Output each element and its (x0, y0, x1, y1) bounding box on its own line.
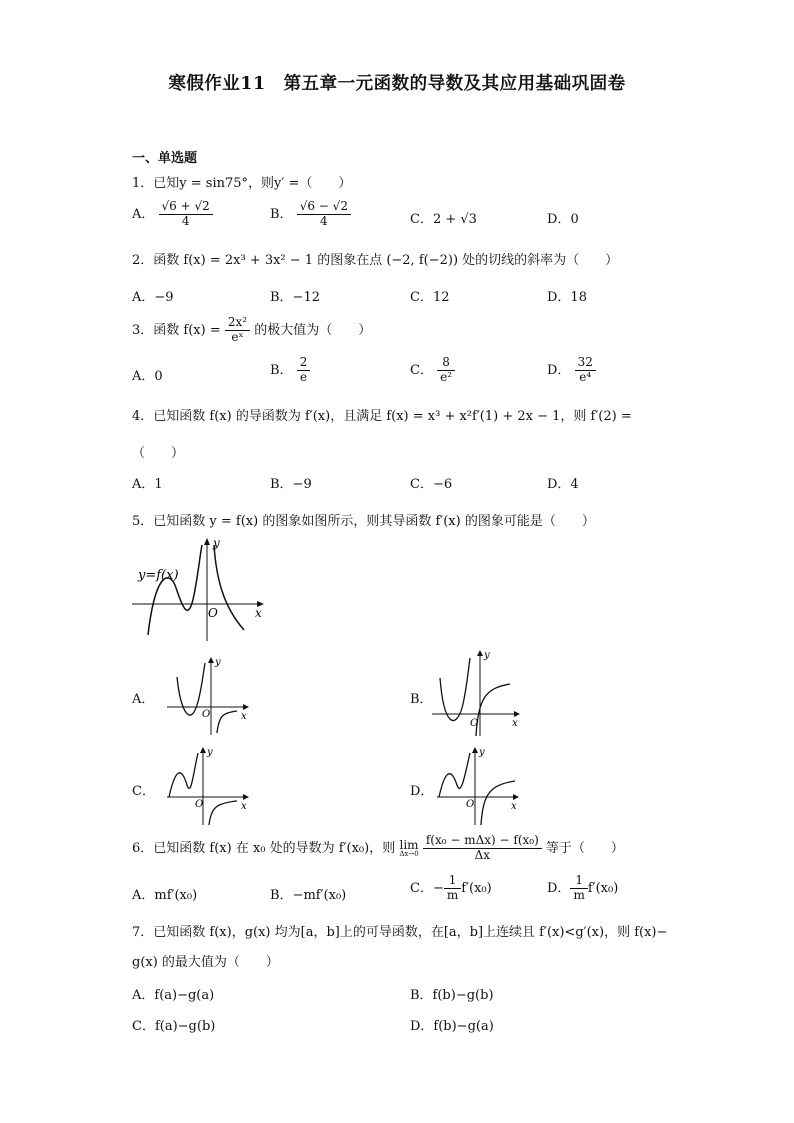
question-1-option-c[interactable] (410, 208, 477, 227)
fraction-denominator: e⁴ (579, 369, 592, 384)
y-axis-label: y (484, 650, 490, 661)
question-2-option-b[interactable]: B．−12 (270, 290, 320, 305)
page-title: 寒假作业11 第五章一元函数的导数及其应用基础巩固卷 (168, 74, 626, 94)
question-6-option-b[interactable] (270, 884, 346, 903)
stem-text: 等于（ ） (545, 840, 624, 856)
question-3-option-b[interactable] (270, 356, 310, 385)
graph-label: y=f(x) (138, 568, 179, 583)
fraction-numerator: √6 − √2 (297, 200, 351, 215)
question-2-option-a[interactable]: A．−9 (132, 290, 174, 305)
question-7-stem-continued: g(x) 的最大值为（ ） (132, 955, 279, 970)
origin-label: O (208, 606, 218, 620)
function-graph (130, 535, 270, 645)
option-letter: A． (132, 206, 155, 222)
question-4-option-c[interactable]: C．−6 (410, 477, 453, 492)
y-axis-label: y (213, 536, 220, 550)
question-3-option-c[interactable] (410, 356, 455, 385)
option-text: 0 (154, 369, 163, 384)
fraction-denominator: eˣ (231, 329, 244, 344)
fraction-numerator: 1 (444, 874, 461, 889)
option-fraction (437, 356, 455, 385)
question-6-option-d[interactable] (547, 874, 618, 903)
stem-text: 的极大值为（ ） (254, 322, 372, 338)
x-axis-label: x (241, 711, 247, 722)
stem-text: 3．函数 f(x) = (132, 322, 221, 338)
origin-label: O (466, 799, 475, 810)
option-fraction (159, 200, 213, 229)
option-letter: A． (132, 888, 155, 903)
y-axis-arrow-icon (204, 538, 210, 545)
option-letter: A． (132, 369, 155, 384)
question-5-option-b-label[interactable]: B． (410, 692, 433, 707)
question-5-option-c-label[interactable]: C． (132, 784, 155, 799)
question-5-option-d-label[interactable]: D． (410, 784, 434, 799)
question-3-stem (132, 316, 371, 345)
question-7-option-b[interactable]: B．f(b)−g(b) (410, 988, 494, 1003)
option-letter: B． (270, 888, 293, 903)
option-fraction (297, 200, 351, 229)
option-text: f′(x₀) (587, 880, 619, 896)
fraction-denominator: e² (440, 369, 453, 384)
option-text: mf′(x₀) (154, 888, 198, 903)
fraction-numerator: √6 + √2 (159, 200, 213, 215)
option-letter: C． (410, 880, 433, 896)
option-letter: C． (410, 362, 433, 378)
option-letter: B． (270, 206, 293, 222)
x-axis-label: x (255, 606, 262, 620)
question-7-option-d[interactable]: D．f(b)−g(a) (410, 1019, 494, 1034)
option-text: f′(x₀) (461, 880, 492, 896)
option-text: 2 + √3 (432, 212, 477, 227)
question-5-option-b-graph[interactable] (430, 648, 525, 740)
fraction-numerator: 2 (297, 356, 311, 371)
question-4-option-d[interactable]: D．4 (547, 477, 579, 492)
question-4-option-b[interactable]: B．−9 (270, 477, 312, 492)
question-1-option-b[interactable] (270, 200, 351, 229)
question-7-option-c[interactable]: C．f(a)−g(b) (132, 1019, 216, 1034)
fraction-numerator: 2x² (225, 316, 250, 331)
fraction-denominator: 4 (320, 213, 328, 228)
option-fraction (575, 356, 596, 385)
fraction-denominator: m (573, 887, 585, 902)
fraction-denominator: e (299, 369, 308, 384)
option-letter: D． (547, 212, 571, 227)
limit-text: lim (399, 837, 419, 852)
fraction-denominator: 4 (181, 213, 190, 228)
question-2-stem: 2．函数 f(x) = 2x³ + 3x² − 1 的图象在点 (−2, f(−2)) 处的切线的斜率为（ ） (132, 253, 619, 268)
question-4-stem: 4．已知函数 f(x) 的导函数为 f′(x)，且满足 f(x) = x³ + x²f′(1) + 2x − 1，则 f′(2) = (132, 409, 632, 424)
stem-text: 6．已知函数 f(x) 在 x₀ 处的导数为 f′(x₀)，则 (132, 840, 396, 856)
curve-left-branch (148, 545, 202, 635)
option-text: 0 (570, 212, 579, 227)
origin-label: O (470, 718, 479, 729)
question-5-option-a-graph[interactable] (165, 655, 255, 740)
question-7-option-a[interactable]: A．f(a)−g(a) (132, 988, 215, 1003)
fraction-numerator: 32 (575, 356, 596, 371)
question-5-option-a-label[interactable]: A． (132, 692, 155, 707)
x-axis-label: x (241, 801, 247, 812)
question-4-stem-continued: （ ） (132, 446, 185, 461)
option-fraction (570, 874, 587, 903)
stem-fraction (423, 834, 542, 863)
question-6-stem (132, 834, 624, 863)
option-sign: − (432, 880, 444, 896)
y-axis-label: y (207, 747, 213, 758)
limit-operator (399, 839, 418, 858)
question-2-option-d[interactable]: D．18 (547, 290, 587, 305)
origin-label: O (195, 799, 204, 810)
curve-right-branch (214, 545, 244, 630)
question-7-stem: 7．已知函数 f(x)，g(x) 均为[a，b]上的可导函数，在[a，b]上连续且 f′(x)<g′(x)，则 f(x)− (132, 925, 668, 940)
fraction-numerator: 1 (570, 874, 587, 889)
fraction-denominator: Δx (474, 847, 491, 862)
question-2-option-c[interactable]: C．12 (410, 290, 450, 305)
section-heading: 一、单选题 (132, 151, 198, 166)
question-1-option-a[interactable] (132, 200, 213, 229)
question-1-stem: 1．已知y = sin75°，则y′ =（ ） (132, 176, 352, 191)
question-3-option-d[interactable] (547, 356, 596, 385)
question-6-option-c[interactable] (410, 874, 492, 903)
option-letter: D． (547, 880, 571, 896)
x-axis-label: x (511, 801, 517, 812)
stem-fraction (225, 316, 250, 345)
question-4-option-a[interactable]: A．1 (132, 477, 163, 492)
question-1-option-d[interactable] (547, 208, 579, 227)
x-axis-label: x (512, 718, 518, 729)
y-axis-label: y (479, 747, 485, 758)
option-letter: B． (270, 362, 293, 378)
option-letter: D． (547, 362, 571, 378)
question-5-option-c-graph[interactable] (165, 745, 255, 830)
fraction-denominator: m (446, 887, 459, 902)
option-letter: C． (410, 212, 433, 227)
y-axis-label: y (215, 657, 221, 668)
fraction-numerator: 8 (437, 356, 455, 371)
option-fraction (444, 874, 461, 903)
option-text: −mf′(x₀) (292, 888, 347, 903)
question-5-stem: 5．已知函数 y = f(x) 的图象如图所示，则其导函数 f′(x) 的图象可能是（ ） (132, 514, 595, 529)
option-fraction (297, 356, 311, 385)
question-3-option-a[interactable] (132, 365, 163, 384)
question-5-option-d-graph[interactable] (435, 745, 525, 830)
origin-label: O (202, 709, 211, 720)
fraction-numerator: f(x₀ − mΔx) − f(x₀) (423, 834, 542, 849)
question-6-option-a[interactable] (132, 884, 197, 903)
limit-subscript: Δx→0 (399, 849, 419, 858)
